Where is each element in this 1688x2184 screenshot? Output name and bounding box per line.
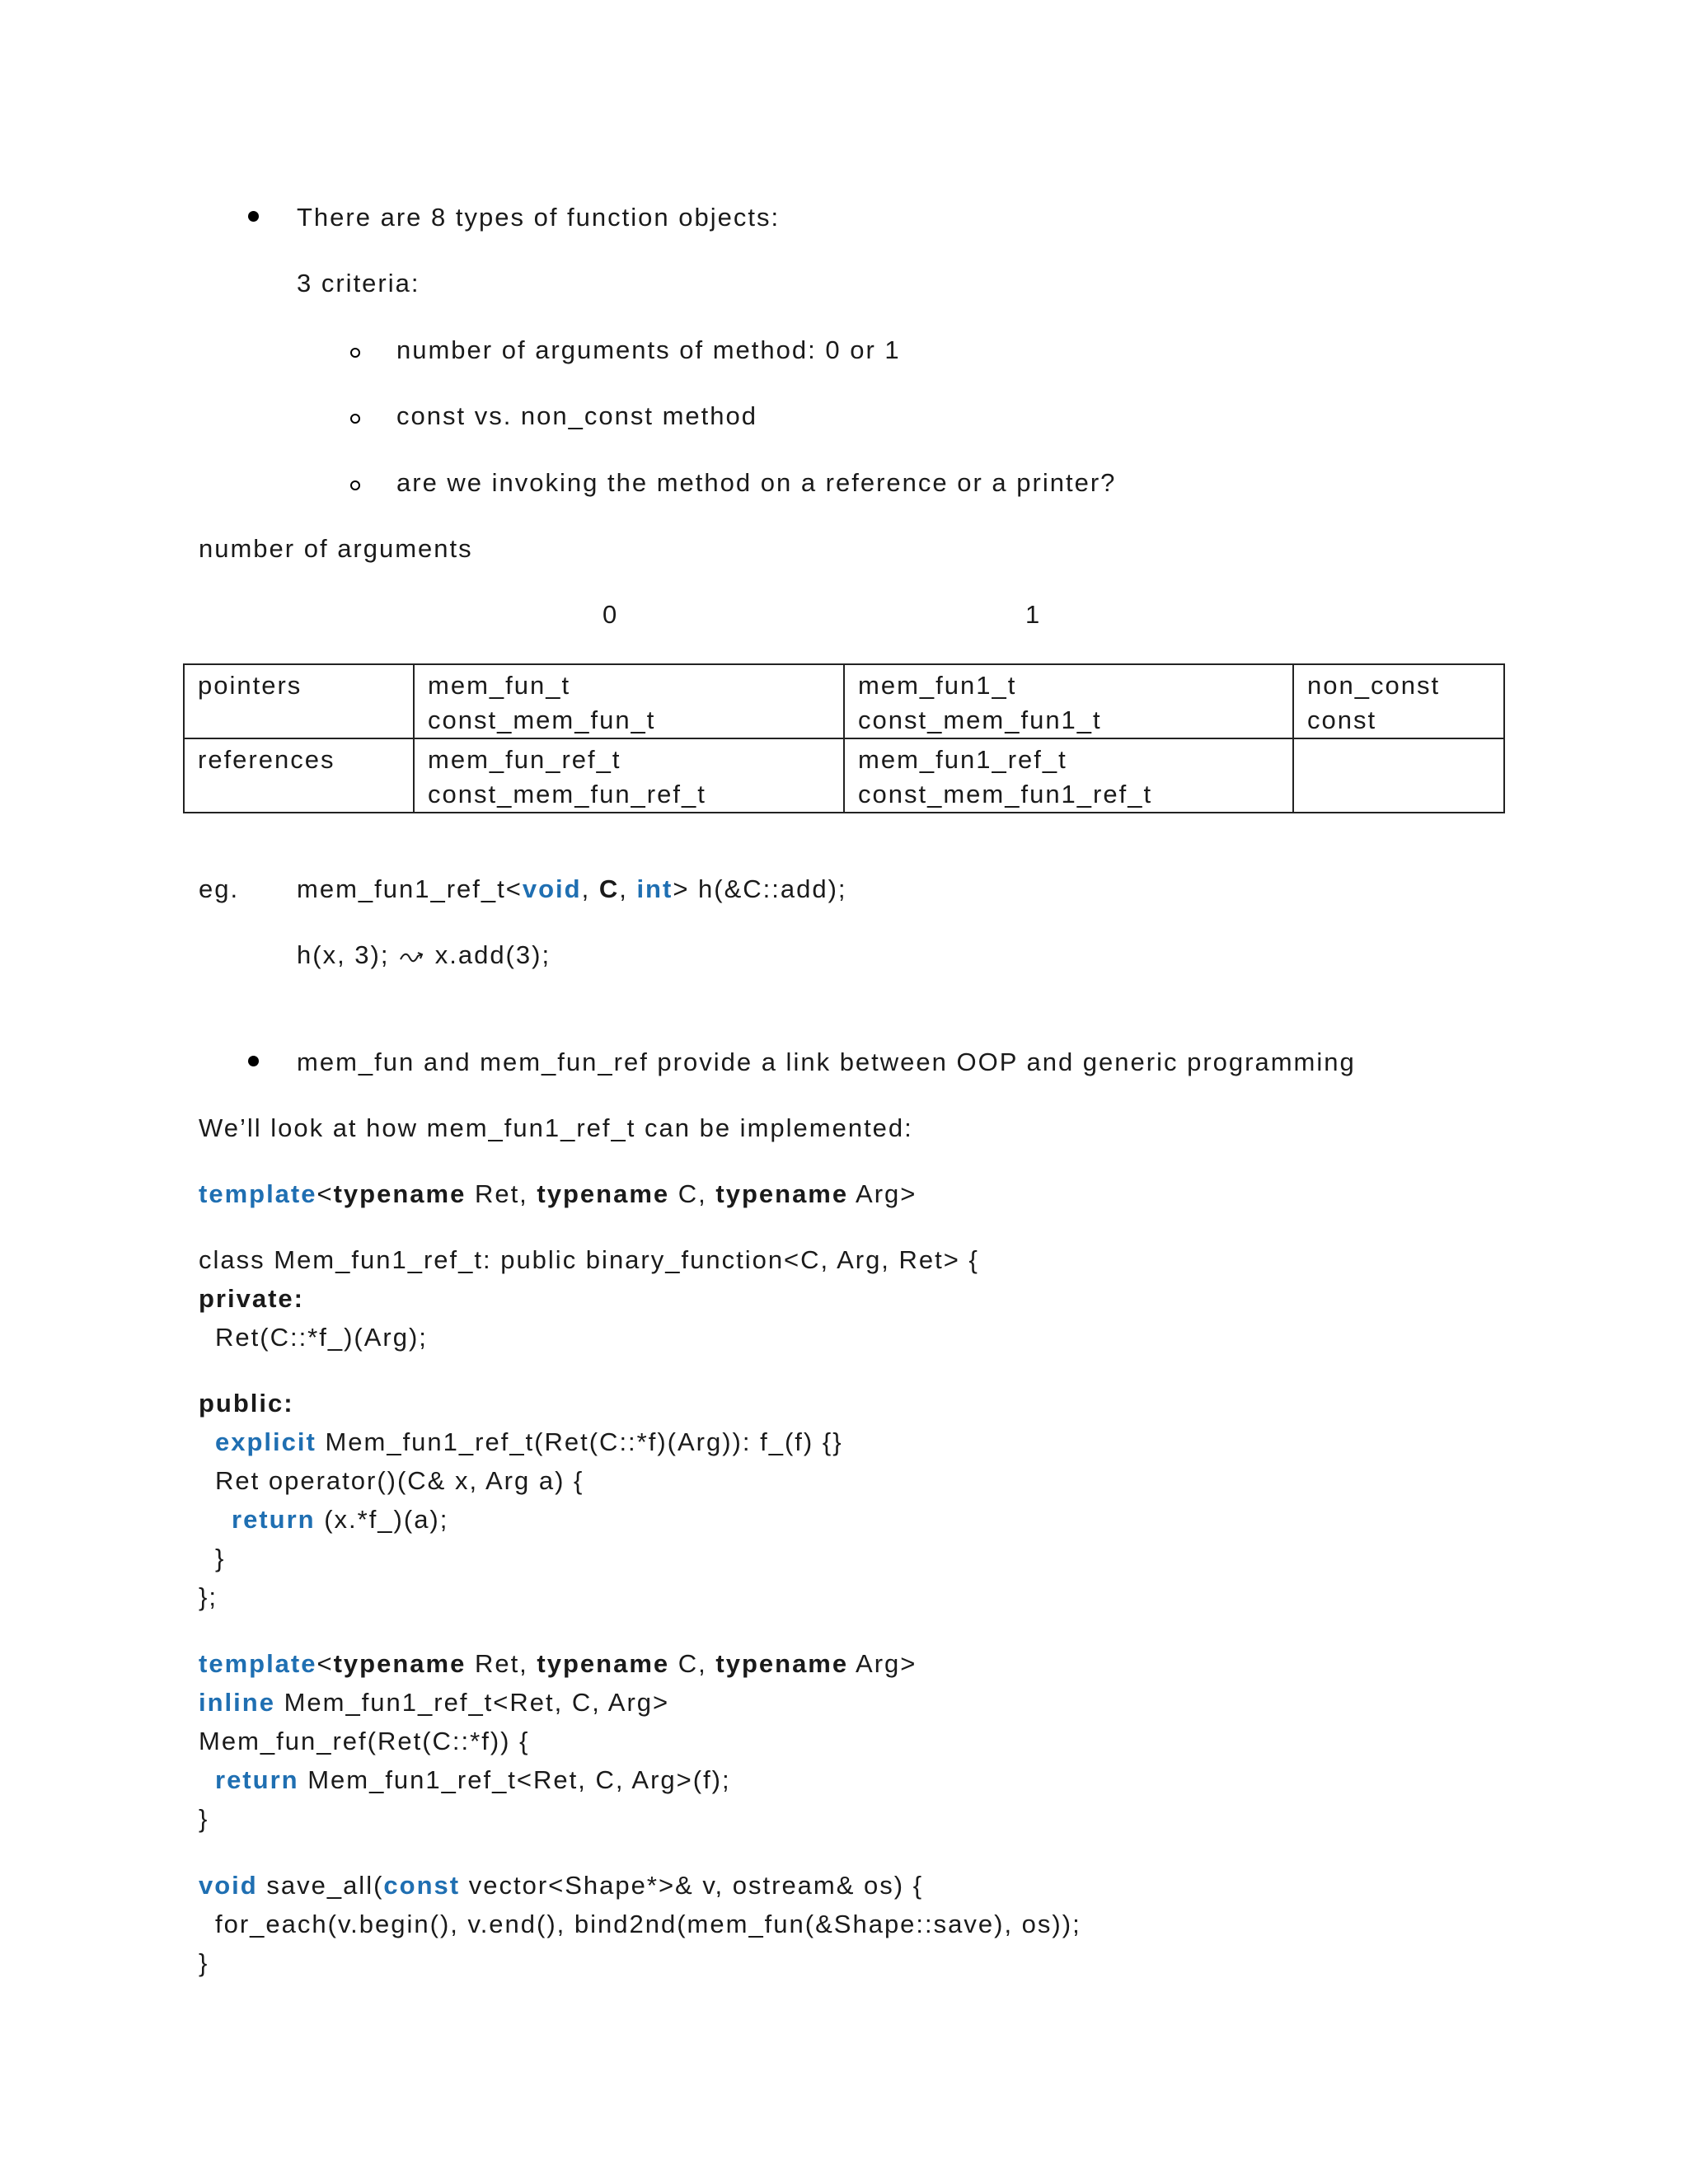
example-line-2	[297, 942, 551, 968]
example-label: eg.	[199, 874, 240, 903]
cell-line: mem_fun_ref_t	[428, 745, 621, 774]
cell-line: mem_fun_t	[428, 671, 571, 700]
row-label: pointers	[198, 671, 302, 700]
code-line-for-each: for_each(v.begin(), v.end(), bind2nd(mem_fun(&Shape::save), os));	[215, 1910, 1081, 1938]
code-text: > h(&C::add);	[673, 874, 847, 903]
code-text: Mem_fun1_ref_t(Ret(C::*f)(Arg)): f_(f) {}	[316, 1427, 843, 1456]
cell-line: const_mem_fun1_ref_t	[858, 780, 1153, 808]
cell-line: const	[1307, 705, 1377, 734]
keyword-template: template	[199, 1649, 317, 1678]
code-line-template-2	[199, 1651, 917, 1676]
code-text: Arg>	[848, 1649, 917, 1678]
code-text: ,	[619, 874, 637, 903]
code-line-inline	[199, 1690, 669, 1715]
bullet-icon	[248, 1056, 259, 1066]
keyword-typename: typename	[537, 1179, 670, 1208]
table-cell	[414, 738, 844, 813]
code-text: Arg>	[848, 1179, 917, 1208]
code-text: <	[316, 1179, 334, 1208]
code-text: x.add(3);	[434, 940, 551, 969]
code-text: Ret,	[466, 1649, 537, 1678]
table-cell	[414, 664, 844, 738]
code-text: save_all(	[257, 1871, 384, 1900]
code-line-class: class Mem_fun1_ref_t: public binary_function<C, Arg, Ret> {	[199, 1245, 979, 1274]
table-row	[184, 738, 1504, 813]
code-line-close-save: }	[199, 1948, 209, 1977]
code-line-member: Ret(C::*f_)(Arg);	[215, 1323, 428, 1352]
keyword-typename: typename	[333, 1649, 467, 1678]
keyword-explicit: explicit	[215, 1427, 316, 1456]
column-head-1: 1	[1025, 600, 1042, 629]
row-label-cell	[184, 738, 414, 813]
keyword-void: void	[199, 1871, 258, 1900]
keyword-template: template	[199, 1179, 317, 1208]
table-cell	[1293, 664, 1504, 738]
code-line-return-1	[232, 1507, 448, 1532]
keyword-int: int	[636, 874, 673, 903]
table-label: number of arguments	[199, 534, 473, 563]
code-text: Mem_fun1_ref_t<Ret, C, Arg>	[274, 1688, 670, 1717]
cell-line: const_mem_fun_t	[428, 705, 656, 734]
keyword-typename: typename	[715, 1179, 849, 1208]
criteria-item-3: are we invoking the method on a reference or a printer?	[396, 468, 1117, 497]
keyword-return: return	[232, 1505, 316, 1534]
code-line-public: public:	[199, 1389, 294, 1418]
code-text: <	[316, 1649, 334, 1678]
bullet-icon	[248, 211, 259, 222]
column-head-0: 0	[603, 600, 619, 629]
keyword-void: void	[522, 874, 582, 903]
code-line-template-1	[199, 1181, 917, 1207]
code-line-operator: Ret operator()(C& x, Arg a) {	[215, 1466, 584, 1495]
code-line-close-class: };	[199, 1582, 218, 1611]
criteria-item-1: number of arguments of method: 0 or 1	[396, 335, 901, 364]
sub-bullet-icon	[350, 348, 360, 358]
code-text: h(x, 3);	[297, 940, 390, 969]
type-C: C	[598, 874, 620, 903]
code-text: Mem_fun1_ref_t<Ret, C, Arg>(f);	[298, 1765, 731, 1794]
code-line-ctor	[215, 1429, 843, 1455]
code-text: ,	[581, 874, 599, 903]
sub-bullet-icon	[350, 414, 360, 424]
leads-to-arrow-icon	[398, 948, 426, 966]
table-cell	[1293, 738, 1504, 813]
table-cell	[844, 664, 1293, 738]
code-text: (x.*f_)(a);	[315, 1505, 449, 1534]
cell-line: mem_fun1_ref_t	[858, 745, 1067, 774]
code-text: Ret,	[466, 1179, 537, 1208]
keyword-typename: typename	[537, 1649, 670, 1678]
code-line-save-all	[199, 1872, 923, 1898]
code-line-close-op: }	[215, 1544, 226, 1572]
cell-line: const_mem_fun_ref_t	[428, 780, 706, 808]
keyword-typename: typename	[333, 1179, 467, 1208]
code-line-private: private:	[199, 1284, 304, 1313]
row-label: references	[198, 745, 335, 774]
code-line-fn-sig: Mem_fun_ref(Ret(C::*f)) {	[199, 1727, 530, 1755]
code-text: C,	[669, 1649, 716, 1678]
keyword-typename: typename	[715, 1649, 849, 1678]
example-line-1	[297, 876, 847, 902]
bullet-2-text: mem_fun and mem_fun_ref provide a link between OOP and generic programming	[297, 1047, 1356, 1076]
code-line-return-2	[215, 1767, 731, 1793]
row-label-cell	[184, 664, 414, 738]
keyword-const: const	[383, 1871, 461, 1900]
table-cell	[844, 738, 1293, 813]
keyword-return: return	[215, 1765, 299, 1794]
intro-bullet-text: There are 8 types of function objects:	[297, 203, 781, 232]
code-text: C,	[669, 1179, 716, 1208]
function-object-table	[183, 663, 1505, 813]
implementation-intro: We’ll look at how mem_fun1_ref_t can be implemented:	[199, 1113, 913, 1142]
criteria-item-2: const vs. non_const method	[396, 401, 758, 430]
cell-line: non_const	[1307, 671, 1441, 700]
sub-bullet-icon	[350, 480, 360, 490]
cell-line: const_mem_fun1_t	[858, 705, 1102, 734]
keyword-inline: inline	[199, 1688, 275, 1717]
table-row	[184, 664, 1504, 738]
cell-line: mem_fun1_t	[858, 671, 1017, 700]
criteria-label: 3 criteria:	[297, 269, 420, 298]
code-text: vector<Shape*>& v, ostream& os) {	[460, 1871, 924, 1900]
code-line-close-fn: }	[199, 1804, 209, 1833]
code-text: mem_fun1_ref_t<	[297, 874, 523, 903]
